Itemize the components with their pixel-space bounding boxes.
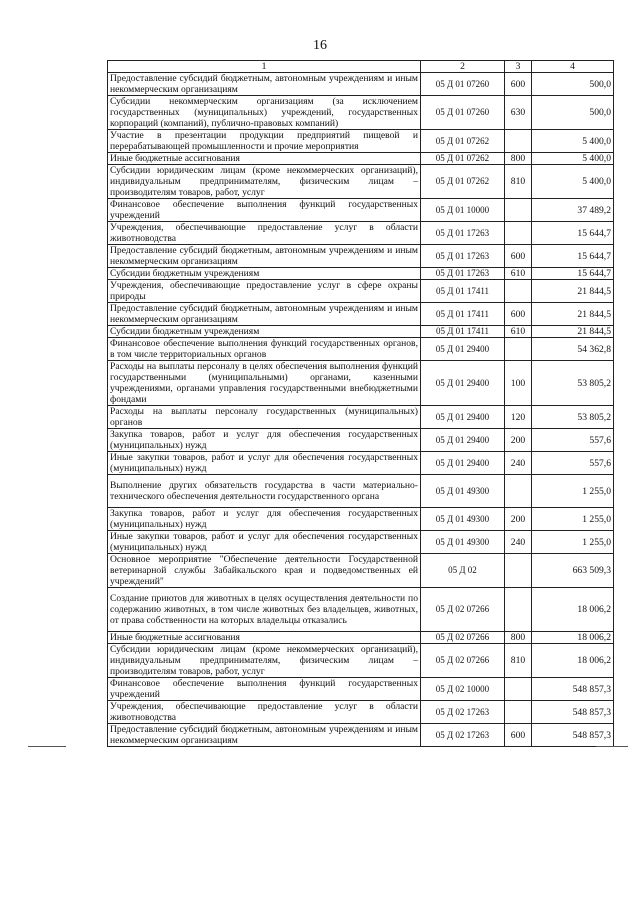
row-expense-type (505, 338, 532, 361)
table-row (108, 165, 614, 199)
row-name: Финансовое обеспечение выполнения функций государственных учреждений (108, 678, 421, 701)
row-code: 05 Д 01 17411 (421, 280, 505, 303)
row-amount: 548 857,3 (532, 678, 614, 701)
row-code: 05 Д 02 17263 (421, 701, 505, 724)
row-amount: 15 644,7 (532, 245, 614, 268)
row-code: 05 Д 01 17263 (421, 245, 505, 268)
row-name: Иные бюджетные ассигнования (108, 632, 421, 644)
header-col-1: 1 (108, 61, 421, 73)
row-expense-type: 200 (505, 429, 532, 452)
row-name: Финансовое обеспечение выполнения функций государственных органов, в том числе территориальных органов (108, 338, 421, 361)
row-amount: 15 644,7 (532, 268, 614, 280)
row-expense-type: 810 (505, 165, 532, 199)
table-row (108, 338, 614, 361)
row-name: Финансовое обеспечение выполнения функций государственных учреждений (108, 199, 421, 222)
row-code: 05 Д 01 49300 (421, 508, 505, 531)
row-amount: 1 255,0 (532, 508, 614, 531)
row-code: 05 Д 02 07266 (421, 588, 505, 632)
table-row (108, 632, 614, 644)
row-amount: 1 255,0 (532, 531, 614, 554)
row-amount: 21 844,5 (532, 326, 614, 338)
row-expense-type (505, 130, 532, 153)
table-row (108, 678, 614, 701)
row-code: 05 Д 01 29400 (421, 406, 505, 429)
row-name: Основное мероприятие "Обеспечение деятельности Государственной ветеринарной службы Забайкальского края и подведомственных ей учреждений" (108, 554, 421, 588)
row-expense-type: 800 (505, 632, 532, 644)
row-amount: 663 509,3 (532, 554, 614, 588)
row-expense-type: 610 (505, 326, 532, 338)
row-name: Предоставление субсидий бюджетным, автономным учреждениям и иным некоммерческим организациям (108, 245, 421, 268)
row-amount: 5 400,0 (532, 130, 614, 153)
row-name: Иные бюджетные ассигнования (108, 153, 421, 165)
row-code: 05 Д 02 07266 (421, 632, 505, 644)
row-code: 05 Д 02 07266 (421, 644, 505, 678)
table-row (108, 452, 614, 475)
row-amount: 500,0 (532, 73, 614, 96)
row-name: Учреждения, обеспечивающие предоставление услуг в области животноводства (108, 222, 421, 245)
row-expense-type: 630 (505, 96, 532, 130)
row-name: Учреждения, обеспечивающие предоставление услуг в сфере охраны природы (108, 280, 421, 303)
row-name: Субсидии юридическим лицам (кроме некоммерческих организаций), индивидуальным предпринимателям, физическим лицам – производителям товаров, работ, услуг (108, 644, 421, 678)
row-code: 05 Д 01 49300 (421, 475, 505, 508)
row-name: Расходы на выплаты персоналу государственных (муниципальных) органов (108, 406, 421, 429)
row-amount: 15 644,7 (532, 222, 614, 245)
row-expense-type (505, 701, 532, 724)
row-amount: 1 255,0 (532, 475, 614, 508)
row-name: Субсидии бюджетным учреждениям (108, 268, 421, 280)
row-expense-type (505, 199, 532, 222)
row-code: 05 Д 01 17263 (421, 268, 505, 280)
row-expense-type (505, 280, 532, 303)
row-expense-type: 240 (505, 452, 532, 475)
row-code: 05 Д 01 29400 (421, 361, 505, 406)
table-row (108, 475, 614, 508)
row-expense-type (505, 588, 532, 632)
table-row (108, 554, 614, 588)
row-code: 05 Д 01 07262 (421, 165, 505, 199)
row-amount: 5 400,0 (532, 165, 614, 199)
budget-table (107, 60, 614, 747)
table-row (108, 588, 614, 632)
table-row (108, 222, 614, 245)
row-expense-type: 120 (505, 406, 532, 429)
row-code: 05 Д 02 10000 (421, 678, 505, 701)
row-amount: 54 362,8 (532, 338, 614, 361)
row-name: Закупка товаров, работ и услуг для обеспечения государственных (муниципальных) нужд (108, 429, 421, 452)
table-row (108, 406, 614, 429)
table-row (108, 268, 614, 280)
row-amount: 557,6 (532, 429, 614, 452)
row-amount: 548 857,3 (532, 724, 614, 747)
row-expense-type: 100 (505, 361, 532, 406)
row-name: Расходы на выплаты персоналу в целях обеспечения выполнения функций государственными (муниципальными) органами, казенными учреждениями, органами управления государственными внебюджетными фондами (108, 361, 421, 406)
row-name: Субсидии юридическим лицам (кроме некоммерческих организаций), индивидуальным предпринимателям, физическим лицам – производителям товаров, работ, услуг (108, 165, 421, 199)
row-code: 05 Д 01 29400 (421, 429, 505, 452)
row-code: 05 Д 01 17411 (421, 326, 505, 338)
table-row (108, 531, 614, 554)
row-expense-type: 200 (505, 508, 532, 531)
row-expense-type: 240 (505, 531, 532, 554)
table-row (108, 280, 614, 303)
row-name: Субсидии некоммерческим организациям (за исключением государственных (муниципальных) учреждений, государственных корпораций (компаний), публично-правовых компаний) (108, 96, 421, 130)
table-row (108, 199, 614, 222)
row-code: 05 Д 01 17263 (421, 222, 505, 245)
row-code: 05 Д 02 17263 (421, 724, 505, 747)
row-name: Иные закупки товаров, работ и услуг для обеспечения государственных (муниципальных) нужд (108, 531, 421, 554)
row-name: Предоставление субсидий бюджетным, автономным учреждениям и иным некоммерческим организациям (108, 303, 421, 326)
table-row (108, 724, 614, 747)
table-row (108, 644, 614, 678)
table-row (108, 429, 614, 452)
table-row (108, 130, 614, 153)
row-amount: 548 857,3 (532, 701, 614, 724)
row-amount: 18 006,2 (532, 588, 614, 632)
page-number: 16 (313, 38, 327, 53)
row-name: Выполнение других обязательств государства в части материально-технического обеспечения деятельности государственного органа (108, 475, 421, 508)
row-code: 05 Д 01 10000 (421, 199, 505, 222)
header-col-2: 2 (421, 61, 505, 73)
row-name: Иные закупки товаров, работ и услуг для обеспечения государственных (муниципальных) нужд (108, 452, 421, 475)
row-expense-type (505, 678, 532, 701)
table-row (108, 303, 614, 326)
row-expense-type: 800 (505, 153, 532, 165)
table-row (108, 153, 614, 165)
row-amount: 18 006,2 (532, 632, 614, 644)
row-name: Субсидии бюджетным учреждениям (108, 326, 421, 338)
row-code: 05 Д 01 29400 (421, 338, 505, 361)
scan-mark-left (28, 746, 66, 747)
row-amount: 37 489,2 (532, 199, 614, 222)
table-row (108, 96, 614, 130)
table-row (108, 701, 614, 724)
row-amount: 53 805,2 (532, 361, 614, 406)
row-code: 05 Д 01 07260 (421, 96, 505, 130)
row-expense-type: 600 (505, 245, 532, 268)
table-header-row (108, 61, 614, 73)
row-name: Участие в презентации продукции предприятий пищевой и перерабатывающей промышленности и прочие мероприятия (108, 130, 421, 153)
row-amount: 5 400,0 (532, 153, 614, 165)
row-amount: 18 006,2 (532, 644, 614, 678)
table-row (108, 73, 614, 96)
row-amount: 21 844,5 (532, 303, 614, 326)
table-row (108, 245, 614, 268)
row-code: 05 Д 01 07260 (421, 73, 505, 96)
header-col-3: 3 (505, 61, 532, 73)
table-row (108, 326, 614, 338)
row-name: Учреждения, обеспечивающие предоставление услуг в области животноводства (108, 701, 421, 724)
row-expense-type: 600 (505, 303, 532, 326)
row-amount: 500,0 (532, 96, 614, 130)
row-code: 05 Д 02 (421, 554, 505, 588)
header-col-4: 4 (532, 61, 614, 73)
row-name: Закупка товаров, работ и услуг для обеспечения государственных (муниципальных) нужд (108, 508, 421, 531)
row-code: 05 Д 01 29400 (421, 452, 505, 475)
scan-mark-right (596, 746, 628, 747)
row-name: Создание приютов для животных в целях осуществления деятельности по содержанию животных, в том числе животных без владельцев, животных, от права собственности на которых владельцы отказались (108, 588, 421, 632)
row-amount: 557,6 (532, 452, 614, 475)
row-expense-type (505, 554, 532, 588)
row-expense-type: 600 (505, 73, 532, 96)
row-code: 05 Д 01 07262 (421, 153, 505, 165)
row-expense-type (505, 475, 532, 508)
row-name: Предоставление субсидий бюджетным, автономным учреждениям и иным некоммерческим организациям (108, 73, 421, 96)
row-expense-type: 600 (505, 724, 532, 747)
row-code: 05 Д 01 49300 (421, 531, 505, 554)
row-code: 05 Д 01 17411 (421, 303, 505, 326)
row-expense-type (505, 222, 532, 245)
table-row (108, 361, 614, 406)
row-expense-type: 610 (505, 268, 532, 280)
row-amount: 53 805,2 (532, 406, 614, 429)
row-code: 05 Д 01 07262 (421, 130, 505, 153)
row-amount: 21 844,5 (532, 280, 614, 303)
row-expense-type: 810 (505, 644, 532, 678)
row-name: Предоставление субсидий бюджетным, автономным учреждениям и иным некоммерческим организациям (108, 724, 421, 747)
table-row (108, 508, 614, 531)
